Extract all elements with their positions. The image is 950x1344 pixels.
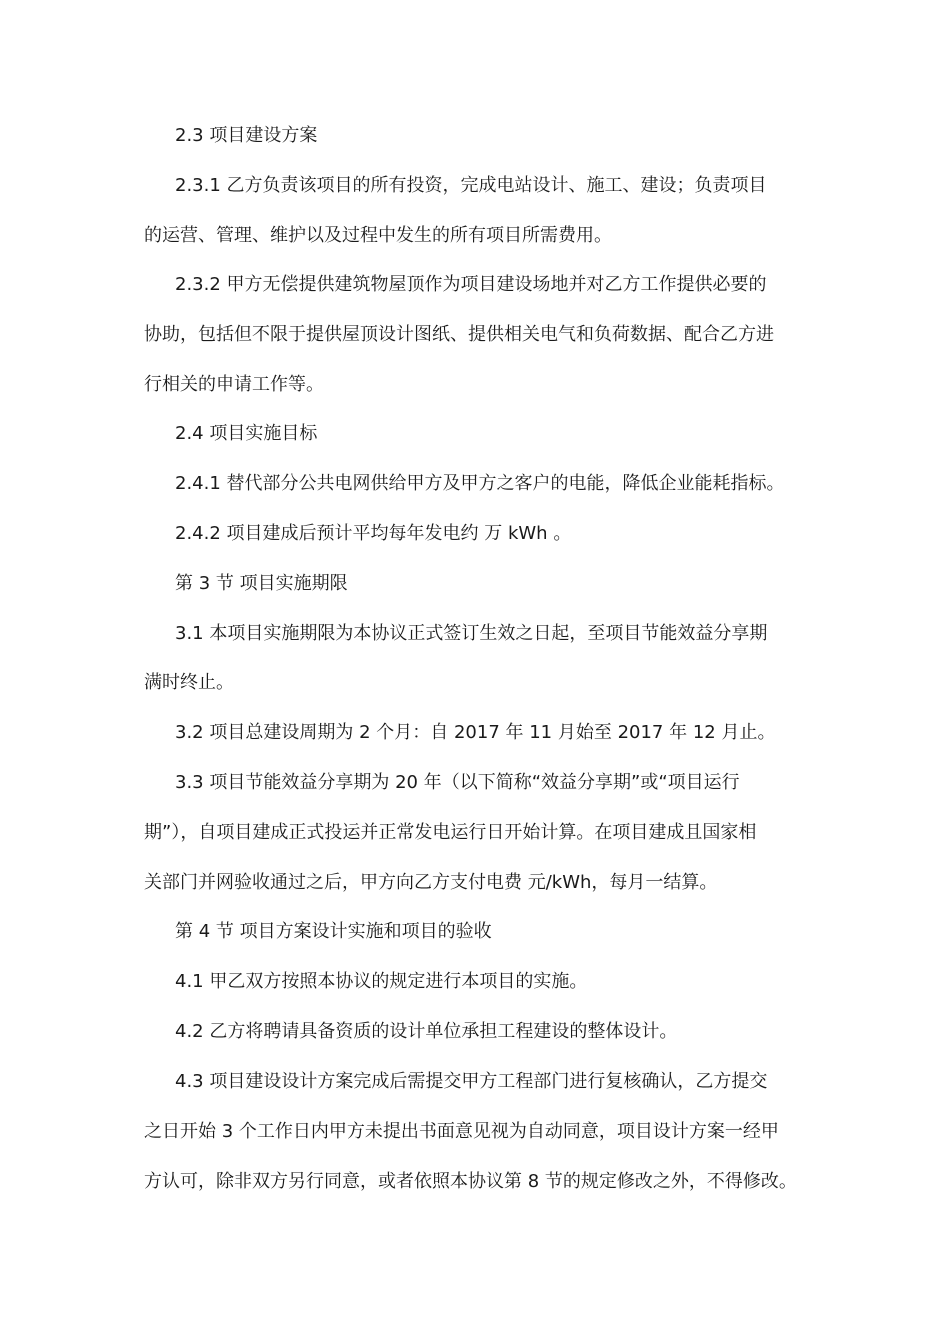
paragraph-3-3-line-1: 3.3 项目节能效益分享期为 20 年（以下简称“效益分享期”或“项目运行 <box>175 772 740 793</box>
paragraph-3-3-line-3: 关部门并网验收通过之后，甲方向乙方支付电费 元/kWh，每月一结算。 <box>144 872 718 893</box>
paragraph-2-3-1-line-2: 的运营、管理、维护以及过程中发生的所有项目所需费用。 <box>144 225 612 246</box>
paragraph-2-3-2-line-1: 2.3.2 甲方无偿提供建筑物屋顶作为项目建设场地并对乙方工作提供必要的 <box>175 274 767 295</box>
paragraph-2-3-1-line-1: 2.3.1 乙方负责该项目的所有投资，完成电站设计、施工、建设；负责项目 <box>175 175 767 196</box>
section-heading-2-3: 2.3 项目建设方案 <box>175 125 318 146</box>
paragraph-3-1-line-2: 满时终止。 <box>144 672 234 693</box>
paragraph-4-3-line-3: 方认可，除非双方另行同意，或者依照本协议第 8 节的规定修改之外，不得修改。 <box>144 1171 797 1192</box>
paragraph-2-4-2: 2.4.2 项目建成后预计平均每年发电约 万 kWh 。 <box>175 523 572 544</box>
paragraph-2-3-2-line-3: 行相关的申请工作等。 <box>144 374 324 395</box>
paragraph-3-3-line-2: 期”），自项目建成正式投运并正常发电运行日开始计算。在项目建成且国家相 <box>144 822 757 843</box>
paragraph-4-2: 4.2 乙方将聘请具备资质的设计单位承担工程建设的整体设计。 <box>175 1021 678 1042</box>
section-heading-4: 第 4 节 项目方案设计实施和项目的验收 <box>175 921 492 942</box>
paragraph-4-1: 4.1 甲乙双方按照本协议的规定进行本项目的实施。 <box>175 971 588 992</box>
paragraph-2-3-2-line-2: 协助，包括但不限于提供屋顶设计图纸、提供相关电气和负荷数据、配合乙方进 <box>144 324 774 345</box>
paragraph-2-4-1: 2.4.1 替代部分公共电网供给甲方及甲方之客户的电能，降低企业能耗指标。 <box>175 473 785 494</box>
paragraph-3-1-line-1: 3.1 本项目实施期限为本协议正式签订生效之日起，至项目节能效益分享期 <box>175 623 768 644</box>
paragraph-3-2: 3.2 项目总建设周期为 2 个月：自 2017 年 11 月始至 2017 年 12 月止。 <box>175 722 776 743</box>
paragraph-4-3-line-1: 4.3 项目建设设计方案完成后需提交甲方工程部门进行复核确认，乙方提交 <box>175 1071 768 1092</box>
section-heading-2-4: 2.4 项目实施目标 <box>175 423 318 444</box>
paragraph-4-3-line-2: 之日开始 3 个工作日内甲方未提出书面意见视为自动同意，项目设计方案一经甲 <box>144 1121 779 1142</box>
section-heading-3: 第 3 节 项目实施期限 <box>175 573 348 594</box>
